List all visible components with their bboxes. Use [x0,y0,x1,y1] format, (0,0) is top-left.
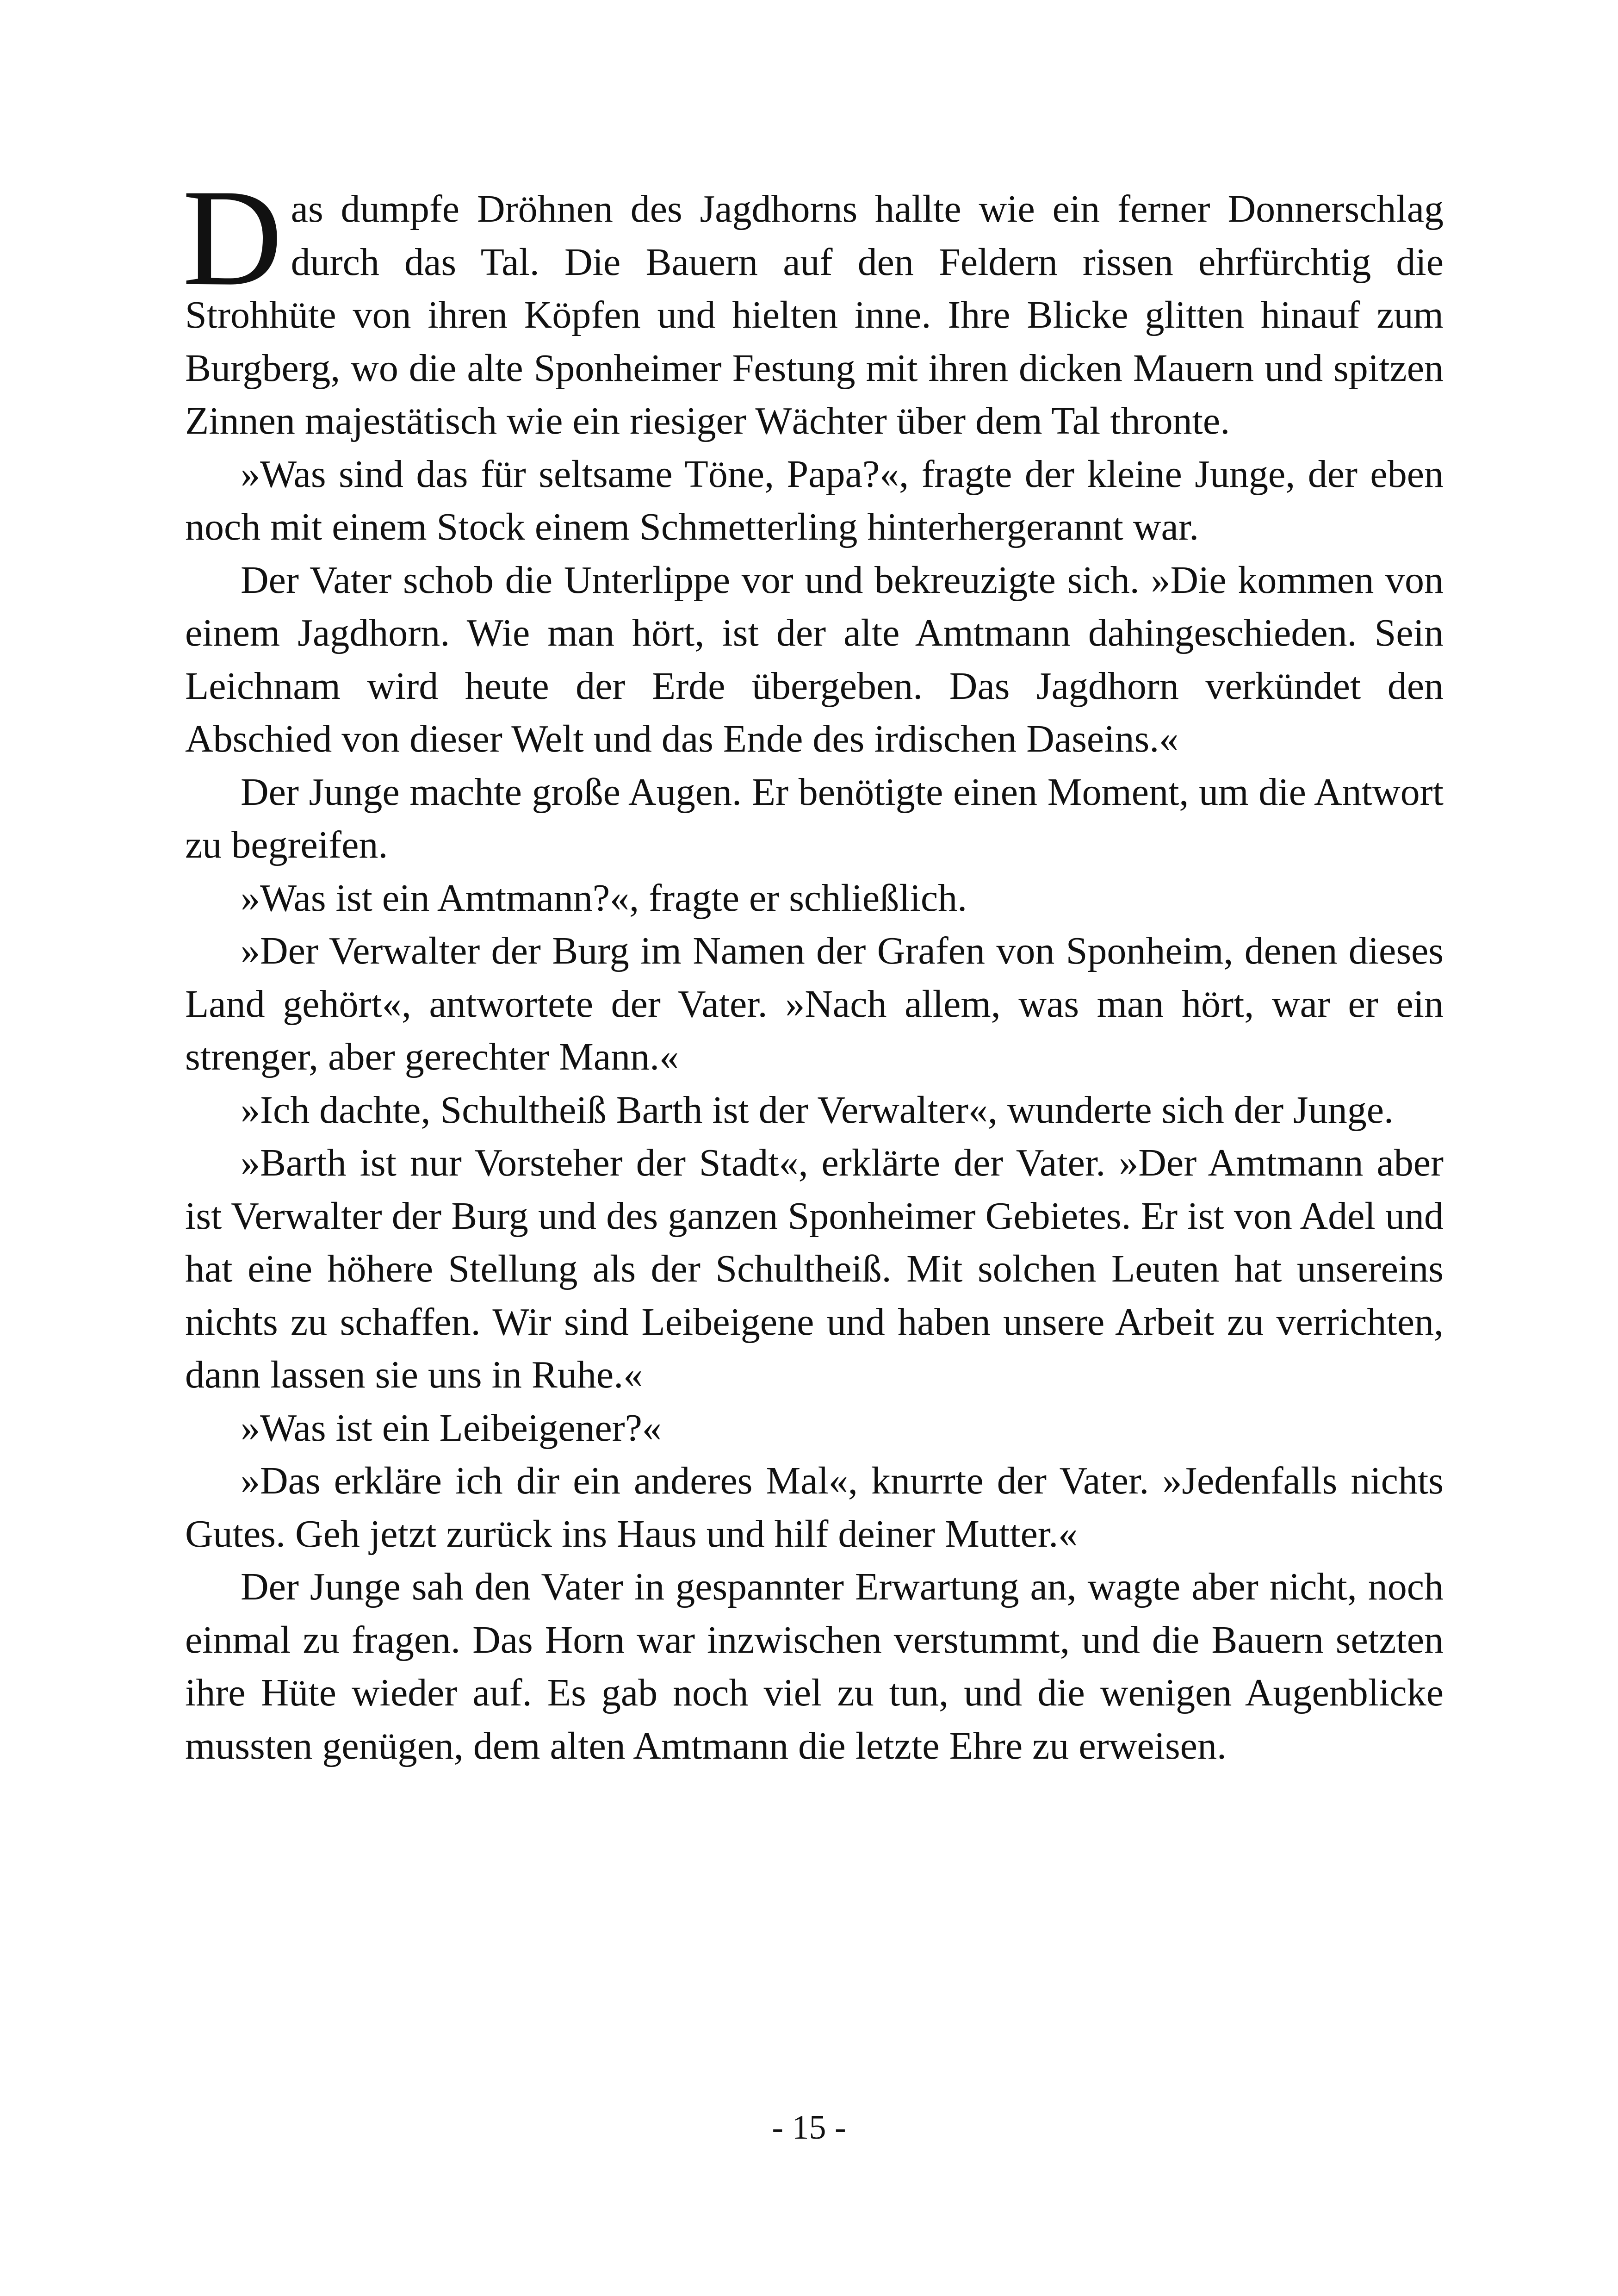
paragraph: Der Vater schob die Unterlippe vor und bekreuzigte sich. »Die kommen von einem Jagdhorn. Wie man hört, ist der alte Amtmann dahingeschieden. Sein Leichnam wird heute der Erde übergeben. Das Jagdhorn verkündet den Abschied von dieser Welt und das Ende des irdischen Daseins.« [185,558,1444,760]
drop-cap: D [182,161,283,314]
paragraph: Der Junge machte große Augen. Er benötigte einen Moment, um die Antwort zu begreifen. [185,770,1444,866]
paragraph-opening-text: as dumpfe Dröhnen des Jagdhorns hallte wie ein ferner Donnerschlag durch das Tal. Die Bauern auf den Feldern rissen ehrfürchtig die Strohhüte von ihren Köpfen und hielten inne. Ihre Blicke glitten hinauf zum Burgberg, wo die alte Sponheimer Festung mit ihren dicken Mauern und spitzen Zinnen majestätisch wie ein riesiger Wächter über dem Tal thronte. [185,187,1444,442]
paragraph: »Was ist ein Amtmann?«, fragte er schließlich. [241,876,967,920]
body-text [182,161,1444,1773]
paragraph: »Barth ist nur Vorsteher der Stadt«, erklärte der Vater. »Der Amtmann aber ist Verwalter der Burg und des ganzen Sponheimer Gebietes. Er ist von Adel und hat eine höhere Stellung als der Schultheiß. Mit solchen Leuten hat unsereins nichts zu schaffen. Wir sind Leibeigene und haben unsere Arbeit zu verrichten, dann lassen sie uns in Ruhe.« [185,1141,1444,1396]
paragraph: »Das erkläre ich dir ein anderes Mal«, knurrte der Vater. »Jedenfalls nichts Gutes. Geh jetzt zurück ins Haus und hilf deiner Mutter.« [185,1459,1444,1556]
paragraph: »Was sind das für seltsame Töne, Papa?«, fragte der kleine Junge, der eben noch mit einem Stock einem Schmetterling hinterhergerannt war. [185,452,1444,548]
paragraph: »Der Verwalter der Burg im Namen der Grafen von Sponheim, denen dieses Land gehört«, antwortete der Vater. »Nach allem, was man hört, war er ein strenger, aber gerechter Mann.« [185,929,1444,1078]
paragraph: »Ich dachte, Schultheiß Barth ist der Verwalter«, wunderte sich der Junge. [241,1088,1394,1132]
page-number: - 15 - [772,2109,846,2147]
paragraph-opening [182,161,1444,448]
paragraph: »Was ist ein Leibeigener?« [241,1406,662,1450]
paragraph: Der Junge sah den Vater in gespannter Erwartung an, wagte aber nicht, noch einmal zu fragen. Das Horn war inzwischen verstummt, und die Bauern setzten ihre Hüte wieder auf. Es gab noch viel zu tun, und die wenigen Augenblicke mussten genügen, dem alten Amtmann die letzte Ehre zu erweisen. [185,1565,1444,1767]
